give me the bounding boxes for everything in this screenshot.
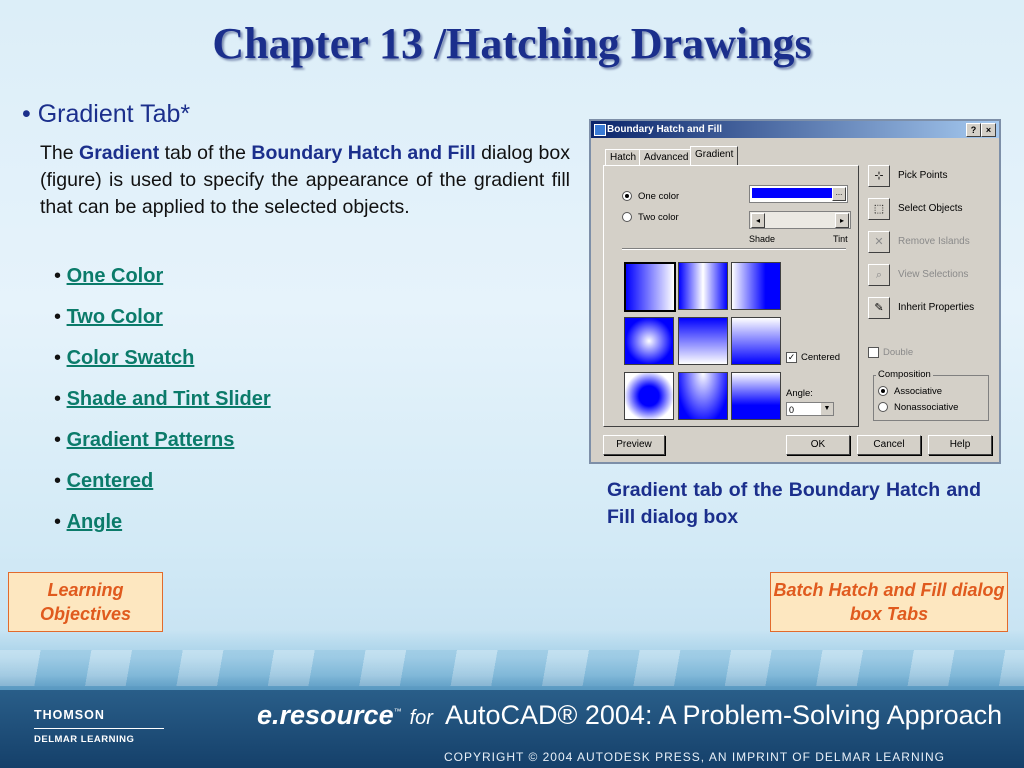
list-item: • Two Color (54, 306, 163, 328)
color-swatch[interactable] (749, 185, 848, 203)
slide-title: Chapter 13 /Hatching Drawings (212, 19, 812, 68)
view-selections-button[interactable]: ⌕ View Selections (868, 264, 998, 286)
gradient-pattern-4[interactable] (624, 317, 674, 365)
footer-wave-stripes (0, 650, 1024, 686)
list-item: • One Color (54, 265, 164, 287)
list-item: • Centered (54, 470, 154, 492)
shade-tint-slider[interactable] (749, 211, 851, 229)
remove-islands-icon: ✕ (868, 231, 890, 253)
inherit-properties-button[interactable]: ✎ Inherit Properties (868, 297, 998, 319)
dialog-titlebar (591, 121, 999, 138)
link-gradient-patterns[interactable]: Gradient Patterns (66, 429, 235, 451)
link-two-color[interactable]: Two Color (66, 306, 163, 328)
copyright-text: COPYRIGHT © 2004 AUTODESK PRESS, AN IMPRINT OF DELMAR LEARNING (444, 750, 945, 764)
select-objects-icon: ⬚ (868, 198, 890, 220)
double-checkbox[interactable]: Double (868, 347, 913, 358)
link-angle[interactable]: Angle (66, 511, 123, 533)
cancel-button[interactable]: Cancel (857, 435, 921, 455)
topic-list (54, 262, 271, 549)
ellipsis-button[interactable]: ... (832, 187, 846, 201)
list-item: • Color Swatch (54, 347, 195, 369)
slider-right-arrow-icon[interactable]: ▸ (835, 213, 849, 228)
link-centered[interactable]: Centered (66, 470, 154, 492)
gradient-pattern-3[interactable] (731, 262, 781, 310)
description-paragraph: The Gradient tab of the Boundary Hatch and Fill dialog box (figure) is used to specify the appearance of the gradient fill that can be applied to the selected objects. (40, 142, 570, 218)
radio-two-color[interactable]: Two color (622, 212, 679, 223)
list-item: • Angle (54, 511, 123, 533)
gradient-pattern-5[interactable] (678, 317, 728, 365)
link-shade-tint-slider[interactable]: Shade and Tint Slider (66, 388, 271, 410)
learning-objectives-button[interactable]: Learning Objectives (8, 572, 163, 632)
composition-group (873, 369, 989, 421)
pick-points-icon: ⊹ (868, 165, 890, 187)
close-title-button[interactable]: × (981, 123, 996, 137)
pick-points-button[interactable]: ⊹ Pick Points (868, 165, 998, 187)
link-color-swatch[interactable]: Color Swatch (66, 347, 195, 369)
tab-advanced[interactable]: Advanced (639, 149, 693, 166)
product-banner: e.resource™ for AutoCAD® 2004: A Problem-Solving Approach (257, 700, 1003, 730)
remove-islands-button[interactable]: ✕ Remove Islands (868, 231, 998, 253)
gradient-pattern-1[interactable] (624, 262, 676, 312)
composition-label: Composition (878, 369, 931, 380)
figure-caption: Gradient tab of the Boundary Hatch and Fill dialog box (607, 479, 981, 528)
shade-label: Shade (749, 234, 776, 244)
magnifier-icon: ⌕ (868, 264, 890, 286)
dialog-title: Boundary Hatch and Fill (607, 124, 723, 135)
preview-button[interactable]: Preview (603, 435, 665, 455)
gradient-pattern-9[interactable] (731, 372, 781, 420)
gradient-pattern-7[interactable] (624, 372, 674, 420)
centered-checkbox[interactable]: ✓ Centered (787, 352, 841, 364)
tab-gradient[interactable]: Gradient (690, 146, 738, 166)
tab-hatch[interactable]: Hatch (605, 149, 641, 166)
ok-button[interactable]: OK (786, 435, 850, 455)
radio-associative[interactable]: Associative (878, 386, 942, 397)
gradient-pattern-6[interactable] (731, 317, 781, 365)
divider (622, 248, 846, 250)
color-swatch-fill (752, 188, 832, 198)
select-objects-button[interactable]: ⬚ Select Objects (868, 198, 998, 220)
help-button[interactable]: Help (928, 435, 992, 455)
gradient-panel (603, 165, 859, 427)
chevron-down-icon: ▼ (821, 403, 833, 415)
link-one-color[interactable]: One Color (66, 265, 164, 287)
angle-label: Angle: (786, 388, 813, 399)
radio-nonassociative[interactable]: Nonassociative (878, 402, 958, 413)
section-heading: • Gradient Tab* (22, 100, 191, 128)
batch-hatch-tabs-button[interactable]: Batch Hatch and Fill dialog box Tabs (770, 572, 1008, 632)
thomson-delmar-logo: THOMSON DELMAR LEARNING (34, 708, 134, 745)
gradient-pattern-8[interactable] (678, 372, 728, 420)
list-item: • Gradient Patterns (54, 429, 235, 451)
radio-one-color[interactable]: One color (622, 191, 679, 202)
slider-left-arrow-icon[interactable]: ◂ (751, 213, 765, 228)
list-item: • Shade and Tint Slider (54, 388, 271, 410)
help-title-button[interactable]: ? (966, 123, 981, 137)
angle-select[interactable]: 0 ▼ (786, 402, 834, 416)
app-icon (594, 124, 606, 136)
gradient-pattern-2[interactable] (678, 262, 728, 310)
tint-label: Tint (833, 234, 848, 244)
boundary-hatch-dialog-figure (589, 119, 1001, 464)
brush-icon: ✎ (868, 297, 890, 319)
